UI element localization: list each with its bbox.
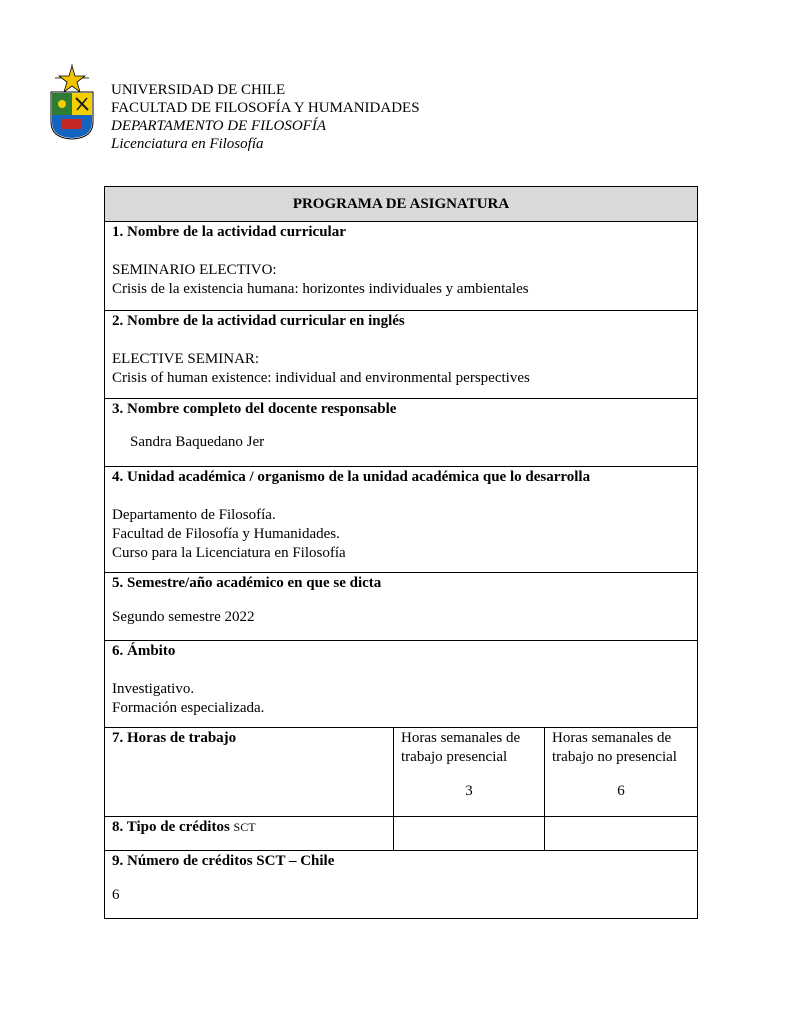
section-5-row: [105, 573, 698, 641]
section-3-heading: 3. Nombre completo del docente responsable: [112, 401, 397, 417]
hours-presencial-label: Horas semanales de trabajo presencial: [401, 730, 521, 765]
section-8-row: [105, 817, 698, 851]
section-9-heading: 9. Número de créditos SCT – Chile: [112, 853, 335, 869]
section-4-line-2: Facultad de Filosofía y Humanidades.: [112, 526, 340, 542]
section-1-line-1: SEMINARIO ELECTIVO:: [112, 262, 277, 278]
section-3-line-1: Sandra Baquedano Jer: [130, 434, 265, 450]
hours-presencial-value: 3: [465, 783, 473, 799]
star-icon: [55, 64, 89, 92]
credit-type-cell-3: [545, 817, 698, 851]
hours-no-presencial-value: 6: [617, 783, 625, 799]
section-6-line-2: Formación especializada.: [112, 700, 265, 716]
credit-type-cell-2: [394, 817, 545, 851]
university-name: UNIVERSIDAD DE CHILE: [111, 82, 286, 98]
section-7-row: [105, 728, 698, 817]
section-9-row: [105, 851, 698, 919]
section-2-line-2: Crisis of human existence: individual and environmental perspectives: [112, 370, 530, 386]
section-9-line-1: 6: [112, 887, 120, 903]
section-3-row: [105, 399, 698, 467]
faculty-name: FACULTAD DE FILOSOFÍA Y HUMANIDADES: [111, 100, 420, 116]
section-2-line-1: ELECTIVE SEMINAR:: [112, 351, 260, 367]
credit-type-suffix: SCT: [233, 820, 256, 834]
program-title: PROGRAMA DE ASIGNATURA: [105, 187, 698, 222]
section-6-line-1: Investigativo.: [112, 681, 195, 697]
section-7-heading: 7. Horas de trabajo: [112, 730, 237, 746]
section-4-line-3: Curso para la Licenciatura en Filosofía: [112, 545, 346, 561]
section-4-line-1: Departamento de Filosofía.: [112, 507, 276, 523]
title-row: [105, 187, 698, 222]
institution-header: [111, 81, 420, 153]
hours-no-presencial-label: Horas semanales de trabajo no presencial: [552, 730, 677, 765]
section-6-heading: 6. Ámbito: [112, 643, 176, 659]
section-2-row: [105, 311, 698, 399]
section-1-row: [105, 222, 698, 311]
section-1-heading: 1. Nombre de la actividad curricular: [112, 224, 346, 240]
section-5-line-1: Segundo semestre 2022: [112, 609, 255, 625]
university-crest-logo: [49, 64, 95, 140]
section-1-line-2: Crisis de la existencia humana: horizontes individuales y ambientales: [112, 281, 529, 297]
section-6-row: [105, 641, 698, 728]
section-4-row: [105, 467, 698, 573]
section-5-heading: 5. Semestre/año académico en que se dicta: [112, 575, 382, 591]
program-table: [104, 186, 698, 919]
program-name: Licenciatura en Filosofía: [111, 136, 264, 152]
section-4-heading: 4. Unidad académica / organismo de la unidad académica que lo desarrolla: [112, 469, 591, 485]
department-name: DEPARTAMENTO DE FILOSOFÍA: [111, 118, 326, 134]
section-2-heading: 2. Nombre de la actividad curricular en inglés: [112, 313, 405, 329]
section-8-heading: 8. Tipo de créditos SCT: [112, 819, 256, 835]
